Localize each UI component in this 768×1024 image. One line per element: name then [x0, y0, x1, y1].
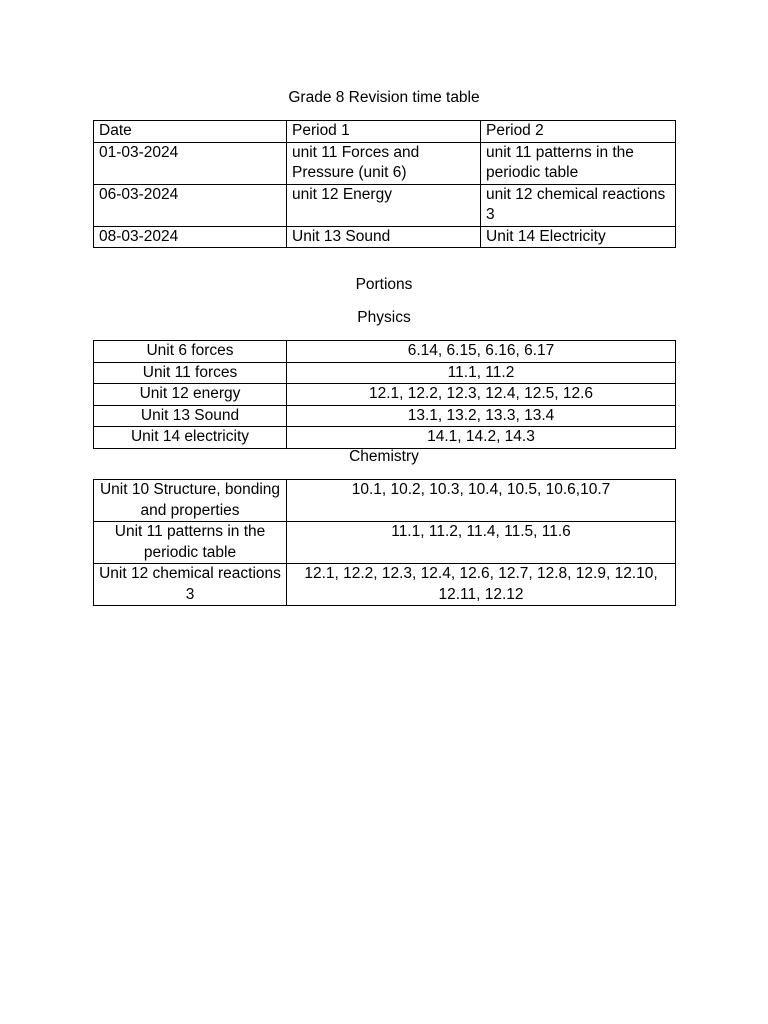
topics-cell: 11.1, 11.2, 11.4, 11.5, 11.6: [287, 522, 676, 564]
header-cell-date: Date: [94, 121, 287, 143]
unit-cell: Unit 14 electricity: [94, 427, 287, 449]
table-row: [94, 522, 676, 564]
chemistry-heading: Chemistry: [349, 448, 419, 465]
unit-cell: Unit 11 forces: [94, 362, 287, 384]
table-row: [94, 226, 676, 248]
period-2-cell: unit 11 patterns in the periodic table: [481, 142, 676, 184]
unit-cell: Unit 12 energy: [94, 384, 287, 406]
topics-cell: 12.1, 12.2, 12.3, 12.4, 12.5, 12.6: [287, 384, 676, 406]
period-1-cell: unit 12 Energy: [287, 184, 481, 226]
table-row: [94, 405, 676, 427]
date-cell: 08-03-2024: [94, 226, 287, 248]
topics-cell: 13.1, 13.2, 13.3, 13.4: [287, 405, 676, 427]
date-cell: 06-03-2024: [94, 184, 287, 226]
physics-portions-table: [93, 340, 676, 449]
physics-heading: Physics: [357, 309, 411, 326]
topics-cell: 10.1, 10.2, 10.3, 10.4, 10.5, 10.6,10.7: [287, 480, 676, 522]
table-header-row: [94, 121, 676, 143]
unit-cell: Unit 11 patterns in the periodic table: [94, 522, 287, 564]
table-row: [94, 384, 676, 406]
table-row: [94, 564, 676, 606]
period-2-cell: unit 12 chemical reactions 3: [481, 184, 676, 226]
topics-cell: 12.1, 12.2, 12.3, 12.4, 12.6, 12.7, 12.8, 12.9, 12.10, 12.11, 12.12: [287, 564, 676, 606]
portions-heading: Portions: [355, 276, 413, 293]
table-row: [94, 142, 676, 184]
table-row: [94, 480, 676, 522]
unit-cell: Unit 6 forces: [94, 341, 287, 363]
revision-timetable: [93, 120, 676, 248]
topics-cell: 14.1, 14.2, 14.3: [287, 427, 676, 449]
topics-cell: 11.1, 11.2: [287, 362, 676, 384]
topics-cell: 6.14, 6.15, 6.16, 6.17: [287, 341, 676, 363]
unit-cell: Unit 10 Structure, bonding and properties: [94, 480, 287, 522]
table-row: [94, 362, 676, 384]
table-row: [94, 427, 676, 449]
table-row: [94, 341, 676, 363]
header-cell-period-1: Period 1: [287, 121, 481, 143]
period-1-cell: Unit 13 Sound: [287, 226, 481, 248]
chemistry-portions-table: [93, 479, 676, 606]
header-cell-period-2: Period 2: [481, 121, 676, 143]
table-row: [94, 184, 676, 226]
page-title: Grade 8 Revision time table: [288, 89, 480, 106]
date-cell: 01-03-2024: [94, 142, 287, 184]
period-1-cell: unit 11 Forces and Pressure (unit 6): [287, 142, 481, 184]
unit-cell: Unit 13 Sound: [94, 405, 287, 427]
unit-cell: Unit 12 chemical reactions 3: [94, 564, 287, 606]
period-2-cell: Unit 14 Electricity: [481, 226, 676, 248]
